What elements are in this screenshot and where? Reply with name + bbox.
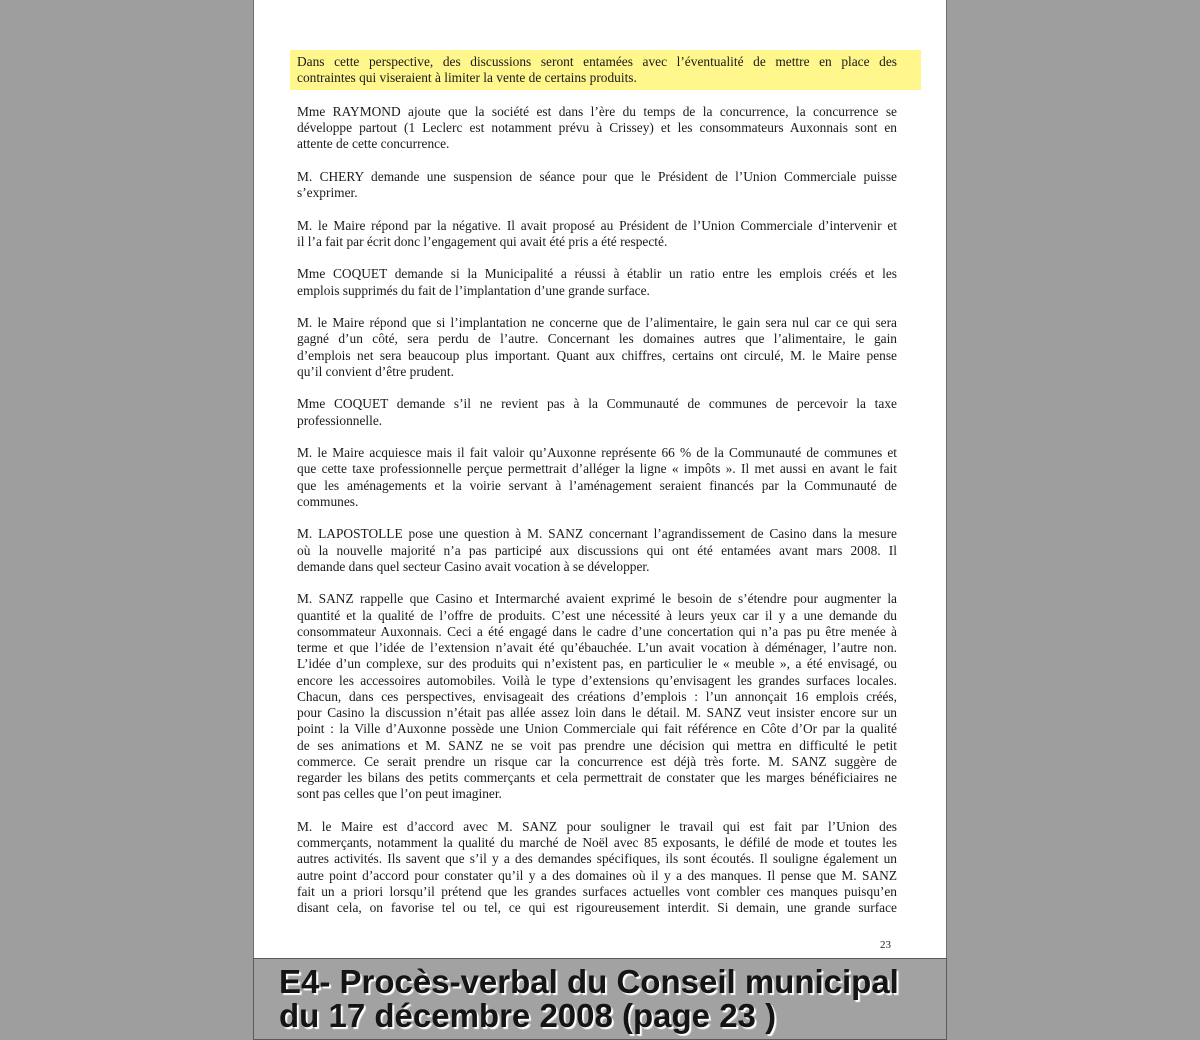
text-line: M. le Maire répond que si l’implantation ne concerne que de l’alimentaire, le gain sera nul car ce qui sera [297, 315, 897, 331]
paragraph [297, 266, 897, 299]
text-line: Mme RAYMOND ajoute que la société est dans l’ère du temps de la concurrence, la concurrence se [297, 103, 897, 119]
text-line: s’exprimer. [297, 185, 358, 201]
paragraph [297, 396, 897, 429]
document-page [253, 0, 947, 958]
text-line: il l’a fait par écrit donc l’engagement qui avait été pris a été respecté. [297, 233, 668, 249]
text-line: de ses animations et M. SANZ ne se voit pas prendre une décision qui mettra en difficulté le petit [297, 737, 897, 753]
text-line: autres activités. Ils savent que s’il y a des demandes spécifiques, ils sont écoutés. Il souligne également un [297, 851, 897, 867]
caption-bar [253, 958, 947, 1040]
text-line: où la nouvelle majorité n’a pas participé aux discussions qui ont été entamées avant mars 2008. Il [297, 542, 897, 558]
highlighted-paragraph [290, 50, 921, 90]
paragraph [297, 819, 897, 917]
text-line: demande dans quel secteur Casino avait vocation à se développer. [297, 558, 650, 574]
text-line: consommateur Auxonnais. Ceci a été engagé dans le cadre d’une concertation qui n’a pas pu être menée à [297, 623, 897, 639]
text-line: M. CHERY demande une suspension de séance pour que le Président de l’Union Commerciale puisse [297, 168, 897, 184]
text-line: que cette taxe professionnelle perçue permettrait d’alléger la ligne « impôts ». Il met aussi en avant le fait [297, 461, 897, 477]
text-line: M. LAPOSTOLLE pose une question à M. SANZ concernant l’agrandissement de Casino dans la mesure [297, 526, 897, 542]
text-line: M. le Maire répond par la négative. Il avait proposé au Président de l’Union Commerciale d’intervenir et [297, 217, 897, 233]
text-line: contraintes qui viseraient à limiter la vente de certains produits. [297, 70, 637, 86]
caption-title-line-1: E4- Procès-verbal du Conseil municipal [279, 963, 899, 1000]
document-text [297, 50, 897, 933]
text-line: L’idée d’un complexe, sur des produits qui n’existent pas, en particulier le « meuble », a été envisagé, ou [297, 656, 897, 672]
paragraph [297, 445, 897, 510]
text-line: encore les accessoires automobiles. Voilà le type d’extensions qu’envisagent les grandes surfaces locales. [297, 672, 897, 688]
paragraph [297, 218, 897, 251]
text-line: M. le Maire acquiesce mais il fait valoir qu’Auxonne représente 66 % de la Communauté de communes et [297, 445, 897, 461]
text-line: sont pas celles que l’on peut imaginer. [297, 786, 502, 802]
text-line: pour Casino la discussion n’était pas allée assez loin dans le détail. M. SANZ veut insister encore sur un [297, 705, 897, 721]
text-line: gagné d’un côté, sera perdu de l’autre. Concernant les domaines autres que l’alimentaire, le gain [297, 331, 897, 347]
text-line: commerce. Ce serait prendre un risque car la concurrence est déjà très forte. M. SANZ suggère de [297, 753, 897, 769]
text-line: Mme COQUET demande s’il ne revient pas à la Communauté de communes de percevoir la taxe [297, 396, 897, 412]
text-line: regarder les bilans des petits commerçants et cela permettrait de constater que les marges bénéficiaires ne [297, 770, 897, 786]
text-line: développe partout (1 Leclerc est notamment prévu à Crissey) et les consommateurs Auxonnais sont en [297, 120, 897, 136]
text-line: commerçants, notamment la qualité du marché de Noël avec 85 exposants, le défilé de mode et toutes les [297, 835, 897, 851]
text-line: que les aménagements et la voirie servant à l’aménagement seraient financés par la Communauté de [297, 477, 897, 493]
caption-title-line-2: du 17 décembre 2008 (page 23 ) [279, 997, 777, 1034]
text-line: fait un a priori lorsqu’il prétend que les grandes surfaces actuelles vont combler ces manques puisqu’en [297, 883, 897, 899]
text-line: Dans cette perspective, des discussions seront entamées avec l’éventualité de mettre en place des [297, 54, 897, 69]
text-line: attente de cette concurrence. [297, 136, 450, 152]
text-line: professionnelle. [297, 412, 383, 428]
text-line: point : la Ville d’Auxonne possède une Union Commerciale qui fait référence en Côte d’Or par la qualité [297, 721, 897, 737]
paragraph [297, 169, 897, 202]
paragraph [297, 526, 897, 575]
paragraph [297, 104, 897, 153]
paragraph [297, 591, 897, 802]
text-line: M. SANZ rappelle que Casino et Intermarché avaient exprimé le besoin de s’étendre pour augmenter la [297, 591, 897, 607]
text-line: emplois supprimés du fait de l’implantation d’une grande surface. [297, 282, 650, 298]
text-line: terme et que l’idée de l’extension n’avait été qu’ébauchée. L’un avait vocation à déménager, l’autre non. [297, 640, 897, 656]
text-line: d’emplois net sera beaucoup plus important. Quant aux chiffres, certains ont circulé, M. le Maire pense [297, 347, 897, 363]
page-number: 23 [880, 939, 891, 951]
text-line: autre point d’accord pour constater qu’il y a des domaines où il y a des manques. Il pense que M. SANZ [297, 867, 897, 883]
text-line: qu’il convient d’être prudent. [297, 363, 454, 379]
text-line: M. le Maire est d’accord avec M. SANZ pour souligner le travail qui est fait par l’Union des [297, 818, 897, 834]
text-line: Mme COQUET demande si la Municipalité a réussi à établir un ratio entre les emplois créés et les [297, 266, 897, 282]
text-line: disant cela, on favorise tel ou tel, ce qui est rigoureusement interdit. Si demain, une grande surface [297, 900, 897, 916]
text-line: communes. [297, 493, 359, 509]
paragraph [297, 315, 897, 380]
text-line: Chacun, dans ces perspectives, envisageait des créations d’emplois : l’un annonçait 16 emplois créés, [297, 688, 897, 704]
text-line: quantité et la qualité de l’offre de produits. C’est une nécessité à leurs yeux car il y a une demande du [297, 607, 897, 623]
